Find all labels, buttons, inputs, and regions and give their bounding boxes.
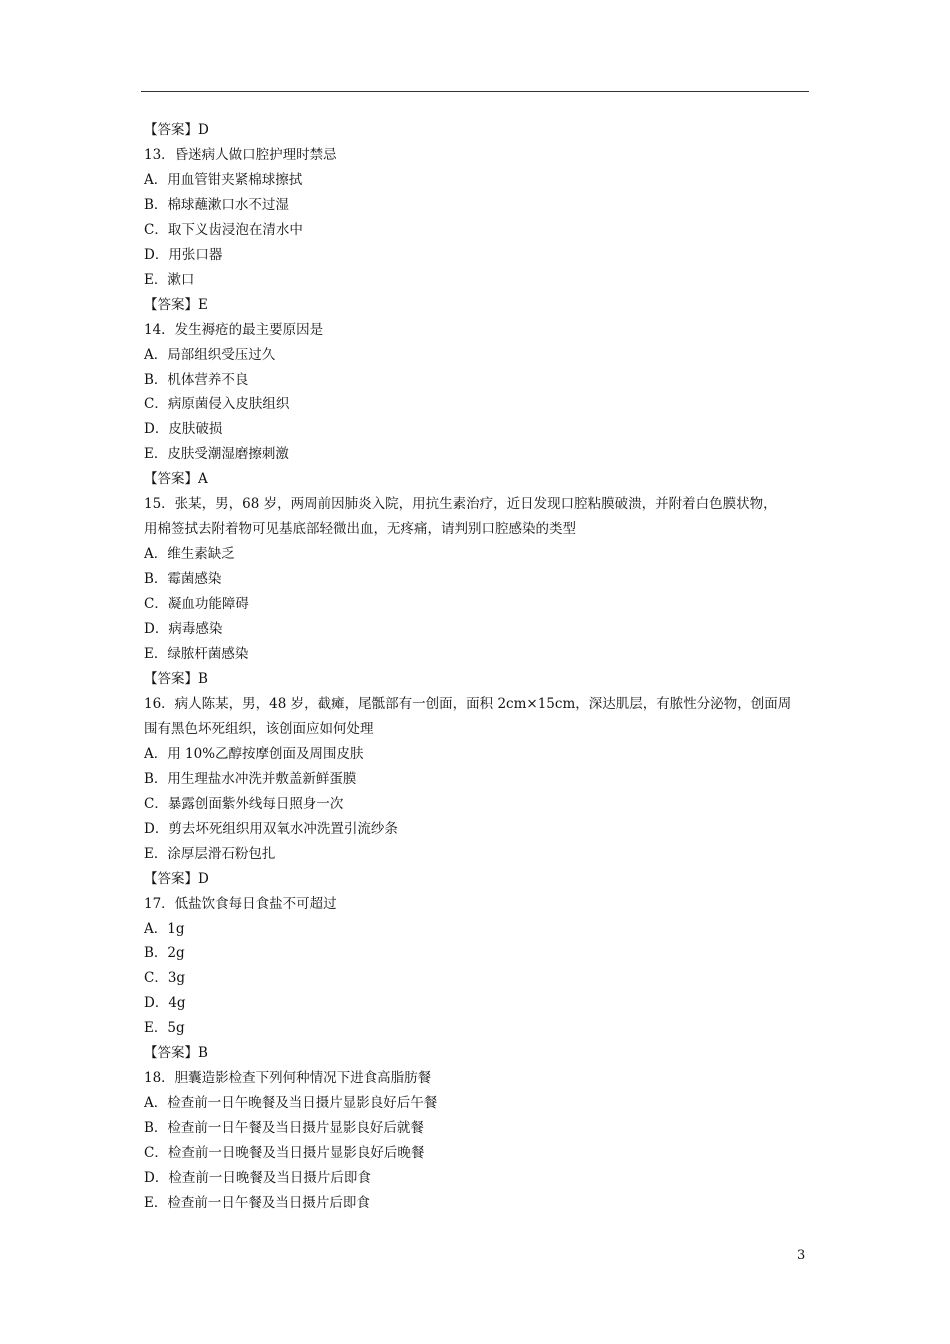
question-16-continued: 围有黑色坏死组织，该创面应如何处理 — [144, 720, 374, 737]
option-line: E．5g — [144, 1020, 185, 1037]
answer-line: 【答案】B — [144, 1045, 208, 1062]
option-line: D．用张口器 — [144, 246, 223, 263]
question-15: 15．张某，男，68 岁，两周前因肺炎入院，用抗生素治疗，近日发现口腔粘膜破溃，并附着白色膜状物， — [144, 496, 777, 513]
option-line: E．皮肤受潮湿磨擦刺激 — [144, 446, 289, 463]
option-line: B．棉球蘸漱口水不过湿 — [144, 196, 289, 213]
option-line: C．病原菌侵入皮肤组织 — [144, 396, 290, 413]
option-line: A．用血管钳夹紧棉球擦拭 — [144, 171, 303, 188]
option-line: C．3g — [144, 970, 186, 987]
option-line: E．涂厚层滑石粉包扎 — [144, 845, 276, 862]
option-line: A．1g — [144, 920, 185, 937]
question-17: 17．低盐饮食每日食盐不可超过 — [144, 895, 337, 912]
option-line: B．霉菌感染 — [144, 571, 222, 588]
option-line: C．暴露创面紫外线每日照身一次 — [144, 795, 344, 812]
header-rule — [141, 91, 809, 92]
option-line: D．剪去坏死组织用双氧水冲洗置引流纱条 — [144, 820, 398, 837]
option-line: A．维生素缺乏 — [144, 546, 235, 563]
question-14: 14．发生褥疮的最主要原因是 — [144, 321, 324, 338]
option-line: B．检查前一日午餐及当日摄片显影良好后就餐 — [144, 1120, 424, 1137]
option-line: A．用 10%乙醇按摩创面及周围皮肤 — [144, 745, 364, 762]
option-line: D．检查前一日晚餐及当日摄片后即食 — [144, 1170, 371, 1187]
page-number: 3 — [797, 1248, 806, 1263]
option-line: C．检查前一日晚餐及当日摄片显影良好后晚餐 — [144, 1145, 425, 1162]
option-line: E．漱口 — [144, 271, 195, 288]
option-line: D．病毒感染 — [144, 621, 223, 638]
answer-line: 【答案】A — [144, 471, 208, 488]
answer-line: 【答案】B — [144, 670, 208, 687]
option-line: A．检查前一日午晚餐及当日摄片显影良好后午餐 — [144, 1095, 438, 1112]
option-line: B．机体营养不良 — [144, 371, 249, 388]
answer-line: 【答案】D — [144, 870, 209, 887]
answer-line: 【答案】E — [144, 296, 208, 313]
option-line: C．取下义齿浸泡在清水中 — [144, 221, 303, 238]
option-line: B．用生理盐水冲洗并敷盖新鲜蛋膜 — [144, 770, 357, 787]
option-line: B．2g — [144, 945, 185, 962]
question-18: 18．胆囊造影检查下列何种情况下进食高脂肪餐 — [144, 1070, 432, 1087]
option-line: D．皮肤破损 — [144, 421, 223, 438]
option-line: C．凝血功能障碍 — [144, 596, 249, 613]
option-line: A．局部组织受压过久 — [144, 346, 276, 363]
option-line: D．4g — [144, 995, 186, 1012]
question-16: 16．病人陈某，男，48 岁，截瘫，尾骶部有一创面，面积 2cm×15cm，深达肌层，有脓性分泌物，创面周 — [144, 695, 792, 712]
page-body — [144, 118, 809, 1216]
option-line: E．绿脓杆菌感染 — [144, 646, 249, 663]
question-13: 13．昏迷病人做口腔护理时禁忌 — [144, 146, 337, 163]
question-15-continued: 用棉签拭去附着物可见基底部轻微出血，无疼痛，请判别口腔感染的类型 — [144, 521, 576, 538]
option-line: E．检查前一日午餐及当日摄片后即食 — [144, 1194, 370, 1211]
answer-line: 【答案】D — [144, 122, 209, 138]
